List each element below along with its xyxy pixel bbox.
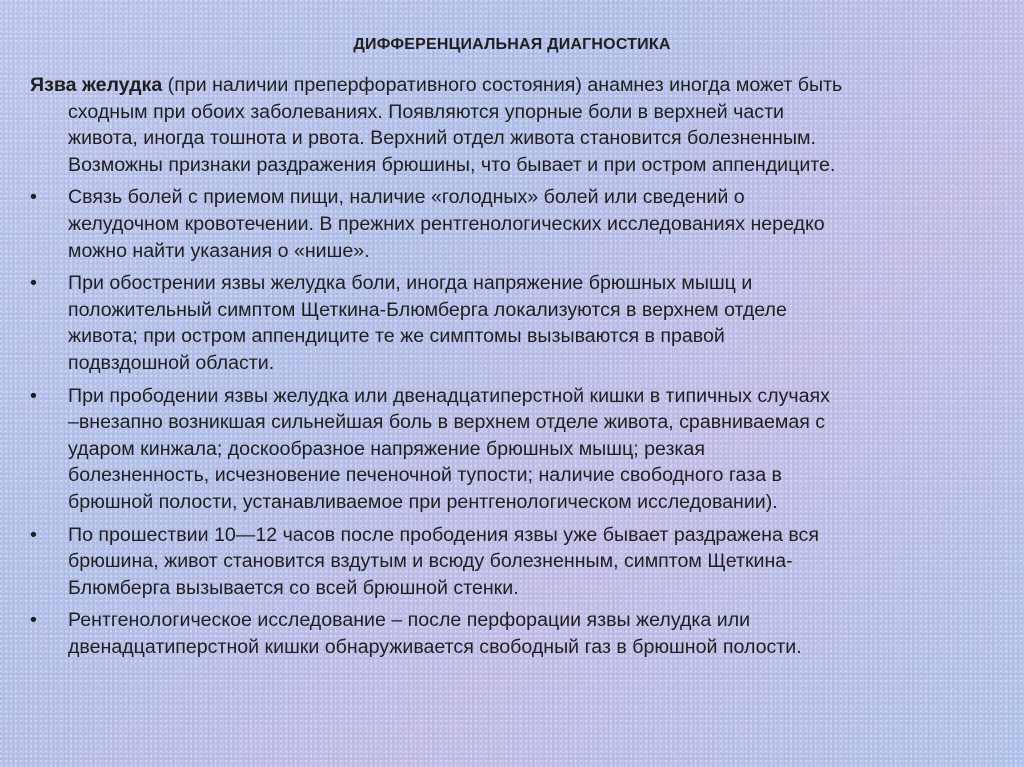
intro-term: Язва желудка (30, 74, 163, 96)
slide-title: ДИФФЕРЕНЦИАЛЬНАЯ ДИАГНОСТИКА (353, 36, 671, 53)
intro-paragraph (30, 72, 1005, 178)
bullet-line: Рентгенологическое исследование – после перфорации язвы желудка или (68, 609, 751, 632)
bullet-icon: • (30, 186, 37, 209)
intro-first-line-text: (при наличии преперфоративного состояния) анамнез иногда может быть (162, 74, 843, 96)
bullet-line: брюшина, живот становится вздутым и всюду болезненным, симптом Щеткина- (68, 550, 793, 573)
bullet-line: По прошествии 10—12 часов после прободения язвы уже бывает раздражена вся (68, 523, 819, 546)
bullet-line: желудочном кровотечении. В прежних рентгенологических исследованиях нередко (68, 212, 825, 235)
bullet-icon: • (30, 272, 37, 295)
bullet-item (30, 270, 1005, 376)
intro-line: сходным при обоих заболеваниях. Появляются упорные боли в верхней части (68, 100, 784, 123)
intro-first-line (30, 72, 1005, 99)
bullet-line: болезненность, исчезновение печеночной тупости; наличие свободного газа в (68, 464, 782, 487)
bullet-line: подвздошной области. (68, 351, 275, 374)
slide-body (30, 72, 1005, 660)
bullet-line: Блюмберга вызывается со всей брюшной стенки. (68, 576, 519, 599)
bullet-line: живота; при остром аппендиците те же симптомы вызываются в правой (68, 325, 725, 348)
bullet-line: можно найти указания о «нише». (68, 239, 370, 262)
bullet-icon: • (30, 523, 37, 546)
bullet-icon: • (30, 384, 37, 407)
bullet-item (30, 607, 1005, 660)
bullet-line: При обострении язвы желудка боли, иногда напряжение брюшных мышц и (68, 272, 753, 295)
intro-line: живота, иногда тошнота и рвота. Верхний отдел живота становится болезненным. (68, 127, 816, 150)
bullet-line: ударом кинжала; доскообразное напряжение брюшных мышц; резкая (68, 437, 705, 460)
bullet-item (30, 522, 1005, 602)
bullet-icon: • (30, 609, 37, 632)
bullet-line: При прободении язвы желудка или двенадцатиперстной кишки в типичных случаях (68, 384, 830, 407)
bullet-item (30, 383, 1005, 516)
bullet-line: –внезапно возникшая сильнейшая боль в верхнем отделе живота, сравниваемая с (68, 411, 826, 434)
bullet-line: положительный симптом Щеткина-Блюмберга локализуются в верхнем отделе (68, 298, 787, 321)
bullet-line: Связь болей с приемом пищи, наличие «голодных» болей или сведений о (68, 186, 745, 209)
bullet-line: двенадцатиперстной кишки обнаруживается свободный газ в брюшной полости. (68, 635, 802, 658)
bullet-item (30, 184, 1005, 264)
bullet-line: брюшной полости, устанавливаемое при рентгенологическом исследовании). (68, 490, 778, 513)
intro-line: Возможны признаки раздражения брюшины, что бывает и при остром аппендиците. (68, 153, 836, 176)
